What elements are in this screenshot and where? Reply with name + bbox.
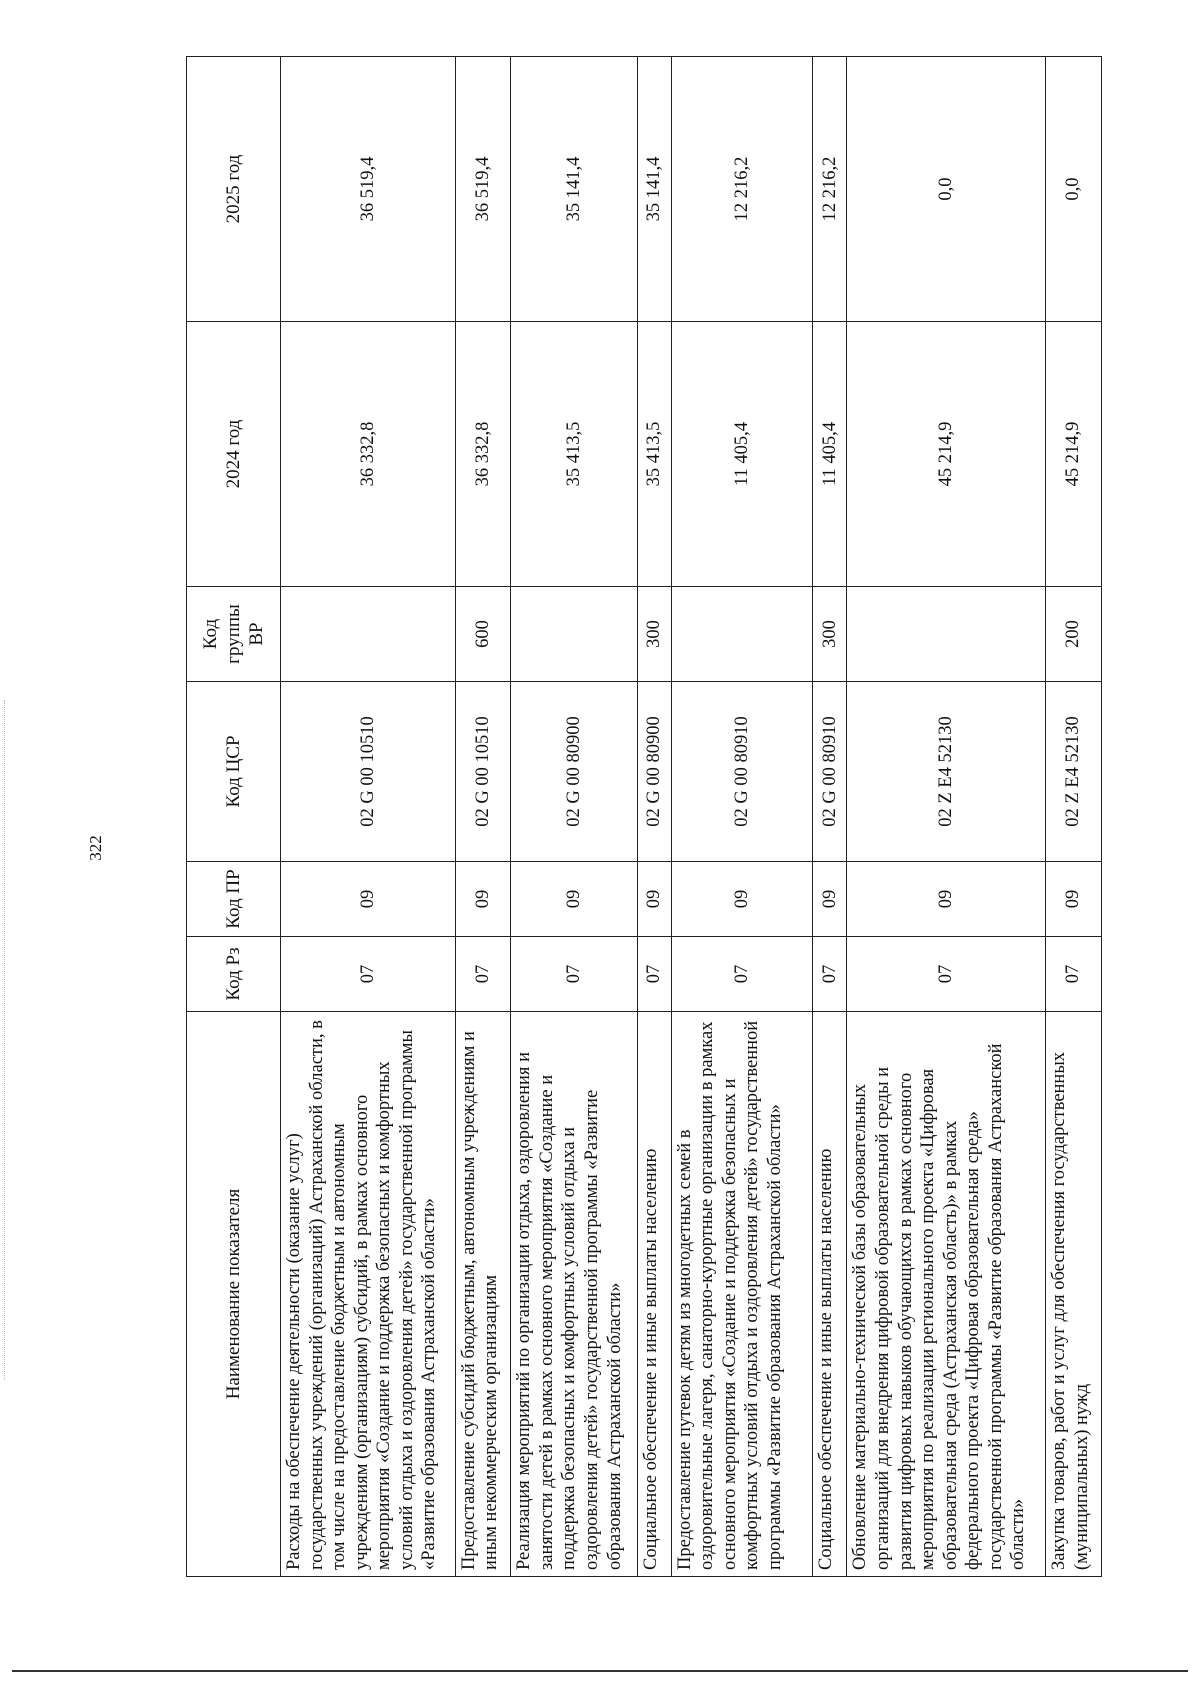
cell-name: Предоставление путевок детям из многодетных семей в оздоровительные лагеря, санаторно-курортные организации в рамках основного мероприятия «Создание и поддержка безопасных и комфортных условий отдыха и оздоровления детей» государственной программы «Развитие образования Астраханской области» (671, 1012, 812, 1577)
cell-2024: 45 214,9 (1046, 322, 1102, 587)
cell-2025: 12 216,2 (813, 57, 847, 322)
cell-csr: 02 G 00 80900 (511, 682, 637, 862)
header-2025: 2025 год (187, 57, 281, 322)
cell-vr (847, 587, 1046, 682)
cell-pr: 09 (671, 862, 812, 937)
cell-2025: 36 519,4 (281, 57, 456, 322)
cell-2024: 36 332,8 (281, 322, 456, 587)
budget-table (186, 56, 1102, 1577)
cell-rz: 07 (455, 937, 511, 1012)
cell-2025: 0,0 (847, 57, 1046, 322)
cell-vr: 300 (637, 587, 671, 682)
cell-vr (671, 587, 812, 682)
cell-name: Реализация мероприятий по организации отдыха, оздоровления и занятости детей в рамках основного мероприятия «Создание и поддержка безопасных и комфортных условий отдыха и оздоровления детей» государственной программы «Развитие образования Астраханской области» (511, 1012, 637, 1577)
cell-rz: 07 (511, 937, 637, 1012)
cell-pr: 09 (1046, 862, 1102, 937)
rotated-table-container (186, 57, 1102, 1577)
cell-pr: 09 (511, 862, 637, 937)
header-rz: Код Рз (187, 937, 281, 1012)
cell-rz: 07 (1046, 937, 1102, 1012)
cell-name: Социальное обеспечение и иные выплаты населению (637, 1012, 671, 1577)
cell-pr: 09 (637, 862, 671, 937)
header-csr: Код ЦСР (187, 682, 281, 862)
cell-2025: 36 519,4 (455, 57, 511, 322)
cell-2024: 45 214,9 (847, 322, 1046, 587)
cell-csr: 02 Z E4 52130 (847, 682, 1046, 862)
cell-rz: 07 (847, 937, 1046, 1012)
cell-2025: 35 141,4 (511, 57, 637, 322)
header-name: Наименование показателя (187, 1012, 281, 1577)
cell-2025: 12 216,2 (671, 57, 812, 322)
cell-2025: 0,0 (1046, 57, 1102, 322)
cell-2025: 35 141,4 (637, 57, 671, 322)
scan-edge (4, 700, 5, 1380)
table-row (847, 57, 1046, 1577)
cell-2024: 35 413,5 (511, 322, 637, 587)
bottom-rule (12, 1670, 1188, 1672)
cell-vr: 200 (1046, 587, 1102, 682)
cell-pr: 09 (847, 862, 1046, 937)
cell-csr: 02 G 00 80910 (813, 682, 847, 862)
table-row (455, 57, 511, 1577)
page-number: 322 (86, 835, 105, 861)
table-row (1046, 57, 1102, 1577)
cell-2024: 36 332,8 (455, 322, 511, 587)
cell-rz: 07 (671, 937, 812, 1012)
cell-vr: 300 (813, 587, 847, 682)
cell-vr (511, 587, 637, 682)
cell-rz: 07 (637, 937, 671, 1012)
table-row (671, 57, 812, 1577)
cell-name: Социальное обеспечение и иные выплаты населению (813, 1012, 847, 1577)
header-pr: Код ПР (187, 862, 281, 937)
cell-csr: 02 G 00 10510 (455, 682, 511, 862)
table-row (511, 57, 637, 1577)
cell-2024: 11 405,4 (813, 322, 847, 587)
cell-csr: 02 G 00 80900 (637, 682, 671, 862)
cell-csr: 02 G 00 10510 (281, 682, 456, 862)
cell-2024: 11 405,4 (671, 322, 812, 587)
table-row (813, 57, 847, 1577)
cell-vr (281, 587, 456, 682)
table-row (281, 57, 456, 1577)
cell-csr: 02 G 00 80910 (671, 682, 812, 862)
table-row (637, 57, 671, 1577)
cell-rz: 07 (813, 937, 847, 1012)
cell-rz: 07 (281, 937, 456, 1012)
cell-pr: 09 (281, 862, 456, 937)
cell-2024: 35 413,5 (637, 322, 671, 587)
cell-name: Предоставление субсидий бюджетным, автономным учреждениям и иным некоммерческим организациям (455, 1012, 511, 1577)
header-2024: 2024 год (187, 322, 281, 587)
cell-csr: 02 Z E4 52130 (1046, 682, 1102, 862)
header-row (187, 57, 281, 1577)
cell-name: Обновление материально-технической базы образовательных организаций для внедрения цифровой образовательной среды и развития цифровых навыков обучающихся в рамках основного мероприятия по реализации регионального проекта «Цифровая образовательная среда (Астраханская область)» в рамках федерального проекта «Цифровая образовательная среда» государственной программы «Развитие образования Астраханской области» (847, 1012, 1046, 1577)
header-vr: Код группы ВР (187, 587, 281, 682)
cell-pr: 09 (455, 862, 511, 937)
cell-vr: 600 (455, 587, 511, 682)
cell-name: Расходы на обеспечение деятельности (оказание услуг) государственных учреждений (организаций) Астраханской области, в том числе на предоставление бюджетным и автономным учреждениям (организациям) субсидий, в рамках основного мероприятия «Создание и поддержка безопасных и комфортных условий отдыха и оздоровления детей» государственной программы «Развитие образования Астраханской области» (281, 1012, 456, 1577)
cell-pr: 09 (813, 862, 847, 937)
cell-name: Закупка товаров, работ и услуг для обеспечения государственных (муниципальных) нужд (1046, 1012, 1102, 1577)
